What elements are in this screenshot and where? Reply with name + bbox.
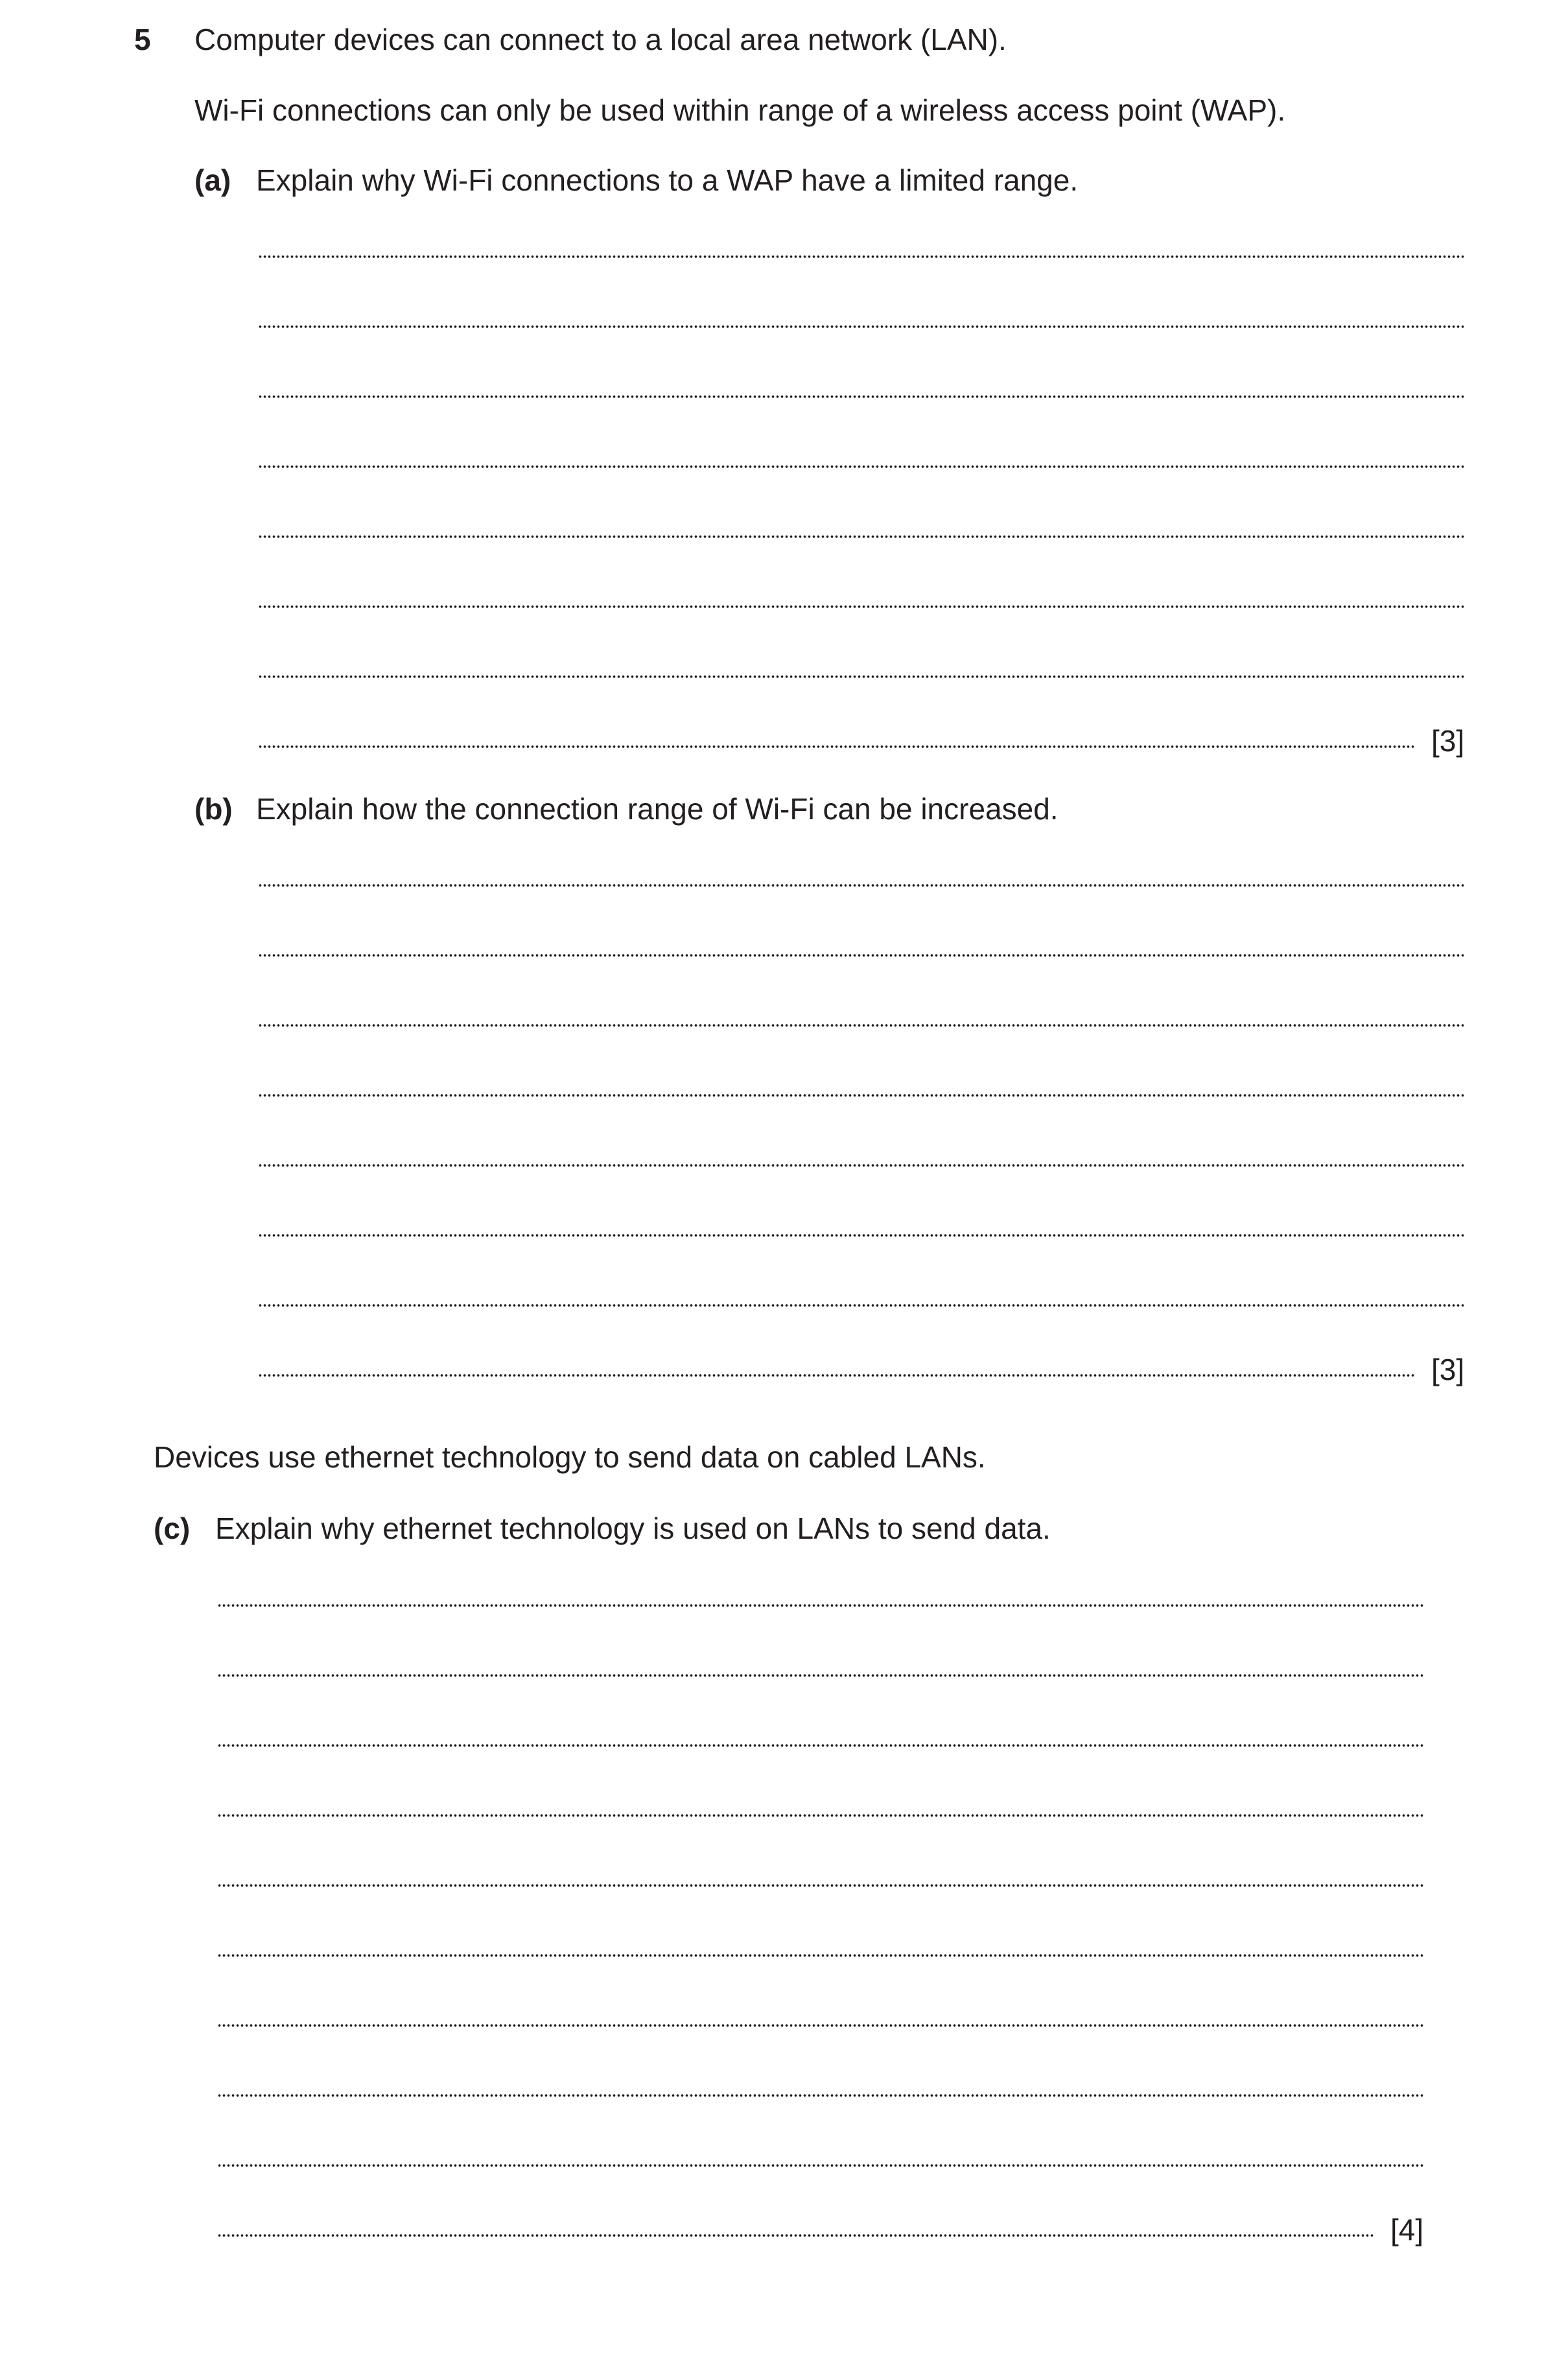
answer-line-b-8[interactable] [258, 1373, 1415, 1377]
answer-line-a-1[interactable] [258, 255, 1465, 259]
question-context: Wi-Fi connections can only be used within range of a wireless access point (WAP). [194, 93, 1286, 127]
answer-line-c-2[interactable] [217, 1674, 1424, 1677]
answer-line-a-8[interactable] [258, 745, 1415, 749]
part-b-marks: [3] [1431, 1353, 1465, 1386]
answer-line-c-7[interactable] [217, 2024, 1424, 2027]
answer-line-a-4[interactable] [258, 465, 1465, 469]
question-number: 5 [134, 23, 151, 56]
part-c-marks: [4] [1390, 2213, 1424, 2247]
answer-line-a-6[interactable] [258, 605, 1465, 609]
part-a-prompt: Explain why Wi-Fi connections to a WAP have a limited range. [256, 163, 1079, 197]
answer-line-b-4[interactable] [258, 1093, 1465, 1097]
answer-line-b-3[interactable] [258, 1023, 1465, 1027]
answer-line-c-5[interactable] [217, 1884, 1424, 1887]
answer-line-c-4[interactable] [217, 1814, 1424, 1817]
part-a-marks: [3] [1431, 724, 1465, 758]
answer-line-b-5[interactable] [258, 1163, 1465, 1167]
answer-line-c-6[interactable] [217, 1954, 1424, 1957]
answer-line-c-10[interactable] [217, 2234, 1374, 2237]
ethernet-context: Devices use ethernet technology to send data on cabled LANs. [154, 1440, 986, 1474]
part-a-label: (a) [194, 163, 231, 197]
answer-line-a-3[interactable] [258, 395, 1465, 399]
part-c-label: (c) [154, 1512, 191, 1545]
part-b-prompt: Explain how the connection range of Wi-Fi can be increased. [256, 792, 1059, 826]
answer-line-c-3[interactable] [217, 1744, 1424, 1747]
answer-line-c-8[interactable] [217, 2094, 1424, 2097]
answer-line-b-7[interactable] [258, 1303, 1465, 1307]
part-b-label: (b) [194, 792, 233, 826]
answer-line-a-5[interactable] [258, 535, 1465, 539]
part-c-prompt: Explain why ethernet technology is used on LANs to send data. [215, 1512, 1051, 1545]
answer-line-c-1[interactable] [217, 1604, 1424, 1607]
answer-line-b-2[interactable] [258, 953, 1465, 957]
answer-line-c-9[interactable] [217, 2164, 1424, 2167]
question-intro: Computer devices can connect to a local area network (LAN). [194, 23, 1007, 56]
answer-line-b-6[interactable] [258, 1233, 1465, 1237]
answer-line-b-1[interactable] [258, 883, 1465, 887]
answer-line-a-2[interactable] [258, 325, 1465, 329]
answer-line-a-7[interactable] [258, 675, 1465, 679]
